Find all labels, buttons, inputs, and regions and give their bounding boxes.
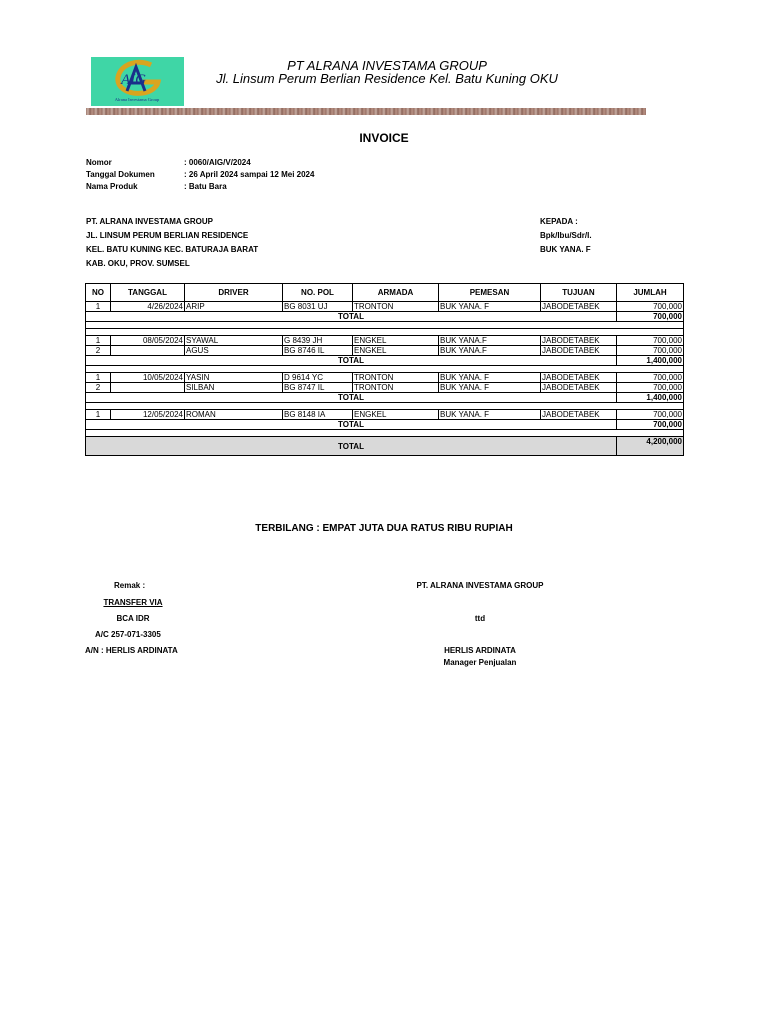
subtotal-label: TOTAL xyxy=(86,356,617,366)
cell-date: 10/05/2024 xyxy=(111,373,185,383)
grand-total-value: 4,200,000 xyxy=(617,437,684,456)
bank-name: BCA IDR xyxy=(116,614,150,623)
cell-no: 1 xyxy=(86,373,111,383)
cell-amount: 700,000 xyxy=(617,410,684,420)
cell-destination: JABODETABEK xyxy=(541,302,617,312)
spacer-row xyxy=(86,366,684,373)
cell-plate: BG 8148 IA xyxy=(283,410,353,420)
col-header-fleet: ARMADA xyxy=(353,284,439,302)
table-row xyxy=(86,336,684,346)
cell-no: 2 xyxy=(86,383,111,393)
cell-fleet: ENGKEL xyxy=(353,410,439,420)
cell-driver: SILBAN xyxy=(185,383,283,393)
meta-label-date: Tanggal Dokumen xyxy=(86,170,155,179)
cell-plate: BG 8746 IL xyxy=(283,346,353,356)
col-header-amount: JUMLAH xyxy=(617,284,684,302)
table-row xyxy=(86,346,684,356)
cell-date xyxy=(111,383,185,393)
cell-date: 4/26/2024 xyxy=(111,302,185,312)
company-name: PT ALRANA INVESTAMA GROUP xyxy=(287,58,487,73)
spacer-row xyxy=(86,403,684,410)
table-row xyxy=(86,373,684,383)
sender-line-1: PT. ALRANA INVESTAMA GROUP xyxy=(86,217,213,226)
recipient-line-2: Bpk/Ibu/Sdr/I. xyxy=(540,231,592,240)
subtotal-row xyxy=(86,393,684,403)
cell-no: 2 xyxy=(86,346,111,356)
signature-company: PT. ALRANA INVESTAMA GROUP xyxy=(416,581,544,590)
cell-no: 1 xyxy=(86,336,111,346)
col-header-orderer: PEMESAN xyxy=(439,284,541,302)
company-logo xyxy=(91,57,184,106)
col-header-destination: TUJUAN xyxy=(541,284,617,302)
cell-driver: ARIP xyxy=(185,302,283,312)
cell-amount: 700,000 xyxy=(617,302,684,312)
cell-driver: AGUS xyxy=(185,346,283,356)
col-header-no: NO xyxy=(86,284,111,302)
subtotal-value: 700,000 xyxy=(617,420,684,430)
grand-total-row xyxy=(86,437,684,456)
cell-date xyxy=(111,346,185,356)
cell-driver: YASIN xyxy=(185,373,283,383)
cell-driver: SYAWAL xyxy=(185,336,283,346)
cell-date: 12/05/2024 xyxy=(111,410,185,420)
cell-plate: BG 8747 IL xyxy=(283,383,353,393)
meta-label-number: Nomor xyxy=(86,158,112,167)
remark-label: Remak : xyxy=(114,581,146,590)
cell-date: 08/05/2024 xyxy=(111,336,185,346)
subtotal-label: TOTAL xyxy=(86,312,617,322)
meta-label-product: Nama Produk xyxy=(86,182,138,191)
spacer-row xyxy=(86,322,684,329)
grand-total-label: TOTAL xyxy=(86,437,617,456)
logo-letters: AIG xyxy=(121,72,146,88)
cell-fleet: TRONTON xyxy=(353,302,439,312)
cell-orderer: BUK YANA. F xyxy=(439,373,541,383)
transfer-via: TRANSFER VIA xyxy=(103,598,163,607)
subtotal-value: 1,400,000 xyxy=(617,356,684,366)
table-row xyxy=(86,302,684,312)
spelled-total: TERBILANG : EMPAT JUTA DUA RATUS RIBU RUPIAH xyxy=(255,523,513,534)
cell-fleet: ENGKEL xyxy=(353,336,439,346)
subtotal-label: TOTAL xyxy=(86,420,617,430)
signature-name: HERLIS ARDINATA xyxy=(444,646,516,655)
subtotal-row xyxy=(86,356,684,366)
cell-fleet: ENGKEL xyxy=(353,346,439,356)
cell-orderer: BUK YANA.F xyxy=(439,346,541,356)
cell-plate: G 8439 JH xyxy=(283,336,353,346)
table-header-row xyxy=(86,284,684,302)
spacer-row xyxy=(86,430,684,437)
cell-amount: 700,000 xyxy=(617,383,684,393)
company-address: Jl. Linsum Perum Berlian Residence Kel. Batu Kuning OKU xyxy=(216,71,558,86)
subtotal-row xyxy=(86,312,684,322)
cell-destination: JABODETABEK xyxy=(541,383,617,393)
cell-driver: ROMAN xyxy=(185,410,283,420)
recipient-line-3: BUK YANA. F xyxy=(540,245,591,254)
spacer-row xyxy=(86,329,684,336)
account-name: A/N : HERLIS ARDINATA xyxy=(85,646,178,655)
cell-orderer: BUK YANA. F xyxy=(439,383,541,393)
subtotal-row xyxy=(86,420,684,430)
table-row xyxy=(86,410,684,420)
cell-destination: JABODETABEK xyxy=(541,336,617,346)
signature-ttd: ttd xyxy=(474,614,486,623)
cell-destination: JABODETABEK xyxy=(541,410,617,420)
recipient-line-1: KEPADA : xyxy=(540,217,578,226)
account-number: A/C 257-071-3305 xyxy=(95,630,161,639)
subtotal-value: 700,000 xyxy=(617,312,684,322)
cell-fleet: TRONTON xyxy=(353,373,439,383)
subtotal-value: 1,400,000 xyxy=(617,393,684,403)
col-header-driver: DRIVER xyxy=(185,284,283,302)
invoice-table xyxy=(85,283,684,456)
col-header-date: TANGGAL xyxy=(111,284,185,302)
cell-plate: BG 8031 UJ xyxy=(283,302,353,312)
col-header-plate: NO. POL xyxy=(283,284,353,302)
cell-plate: D 9614 YC xyxy=(283,373,353,383)
sender-line-2: JL. LINSUM PERUM BERLIAN RESIDENCE xyxy=(86,231,249,240)
table-row xyxy=(86,383,684,393)
sender-line-3: KEL. BATU KUNING KEC. BATURAJA BARAT xyxy=(86,245,259,254)
meta-value-date: : 26 April 2024 sampai 12 Mei 2024 xyxy=(184,170,315,179)
sender-line-4: KAB. OKU, PROV. SUMSEL xyxy=(86,259,190,268)
signature-position: Manager Penjualan xyxy=(443,658,517,667)
cell-amount: 700,000 xyxy=(617,346,684,356)
decorative-band xyxy=(86,108,646,115)
meta-value-product: : Batu Bara xyxy=(184,182,227,191)
cell-no: 1 xyxy=(86,410,111,420)
cell-no: 1 xyxy=(86,302,111,312)
cell-orderer: BUK YANA. F xyxy=(439,302,541,312)
cell-orderer: BUK YANA.F xyxy=(439,336,541,346)
meta-value-number: : 0060/AIG/V/2024 xyxy=(184,158,251,167)
cell-orderer: BUK YANA. F xyxy=(439,410,541,420)
cell-fleet: TRONTON xyxy=(353,383,439,393)
cell-amount: 700,000 xyxy=(617,336,684,346)
cell-destination: JABODETABEK xyxy=(541,373,617,383)
cell-destination: JABODETABEK xyxy=(541,346,617,356)
logo-caption: Alrana Investama Group xyxy=(114,97,160,102)
invoice-title: INVOICE xyxy=(359,131,409,145)
subtotal-label: TOTAL xyxy=(86,393,617,403)
cell-amount: 700,000 xyxy=(617,373,684,383)
